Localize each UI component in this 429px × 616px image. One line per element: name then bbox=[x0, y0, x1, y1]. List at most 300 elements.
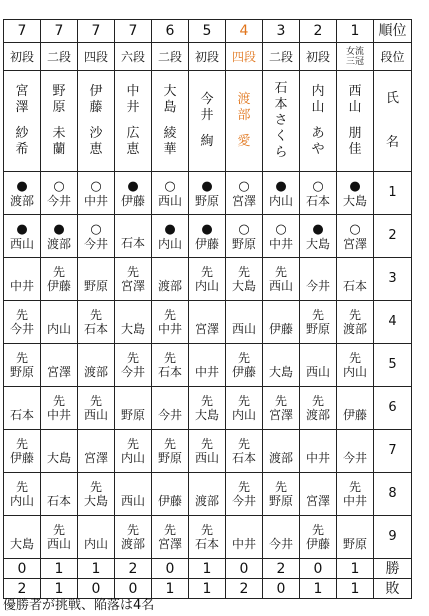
game-cell bbox=[152, 387, 189, 430]
name-vertical bbox=[4, 84, 40, 158]
name-char: 野 bbox=[52, 84, 66, 99]
league-table bbox=[3, 19, 412, 599]
opponent-name: 大島 bbox=[46, 451, 71, 465]
game-cell bbox=[4, 301, 41, 344]
game-cell bbox=[263, 430, 300, 473]
rank-cell: 7 bbox=[41, 20, 78, 43]
rank-cell: 7 bbox=[115, 20, 152, 43]
game-cell bbox=[78, 387, 115, 430]
win-mark: ○ bbox=[275, 221, 287, 237]
opponent-name: 大島 bbox=[9, 537, 34, 551]
opponent-name: 伊藤 bbox=[342, 408, 367, 422]
loss-mark: ● bbox=[16, 178, 28, 194]
game-cell bbox=[4, 172, 41, 215]
dan-cell: 四段 bbox=[226, 43, 263, 71]
player-name bbox=[300, 71, 337, 172]
game-cell bbox=[226, 387, 263, 430]
opponent-name: 渡部 bbox=[194, 494, 219, 508]
opponent-name: 渡部 bbox=[268, 451, 293, 465]
game-cell bbox=[152, 215, 189, 258]
dan-cell: 二段 bbox=[263, 43, 300, 71]
name-vertical bbox=[78, 84, 114, 158]
name-char: 今 bbox=[200, 92, 214, 107]
name-vertical bbox=[226, 92, 262, 150]
first-move-mark: 先 bbox=[200, 523, 213, 537]
game-cell bbox=[189, 387, 226, 430]
game-cell bbox=[152, 430, 189, 473]
game-cell bbox=[337, 473, 374, 516]
name-char: 西 bbox=[348, 84, 362, 99]
game-cell bbox=[263, 387, 300, 430]
win-mark: ○ bbox=[238, 221, 250, 237]
opponent-name: 伊藤 bbox=[120, 193, 145, 208]
dan-cell bbox=[337, 43, 374, 71]
name-char: 山 bbox=[311, 100, 325, 115]
first-move-mark: 先 bbox=[15, 308, 28, 322]
first-move-mark: 先 bbox=[163, 437, 176, 451]
name-char: 沙 bbox=[89, 126, 103, 141]
opponent-name: 石本 bbox=[46, 494, 71, 508]
name-char: 石 bbox=[274, 81, 288, 96]
opponent-name: 西山 bbox=[157, 193, 182, 208]
game-cell bbox=[115, 215, 152, 258]
opponent-name: 内山 bbox=[83, 537, 108, 551]
opponent-name: 野原 bbox=[157, 451, 182, 465]
game-cell bbox=[300, 516, 337, 559]
first-move-mark: 先 bbox=[15, 480, 28, 494]
game-cell bbox=[226, 172, 263, 215]
opponent-name: 西山 bbox=[9, 236, 34, 251]
name-char: 部 bbox=[237, 108, 251, 123]
game-cell bbox=[152, 473, 189, 516]
game-cell bbox=[300, 301, 337, 344]
dan-cell: 二段 bbox=[41, 43, 78, 71]
game-cell bbox=[300, 172, 337, 215]
game-cell bbox=[189, 301, 226, 344]
round-label: 3 bbox=[374, 258, 412, 301]
opponent-name: 大島 bbox=[83, 494, 108, 508]
name-char: 島 bbox=[163, 100, 177, 115]
wins-cell: 0 bbox=[226, 559, 263, 579]
win-mark: ○ bbox=[349, 221, 361, 237]
losses-cell: 1 bbox=[337, 579, 374, 599]
name-char: 中 bbox=[126, 84, 140, 99]
wins-cell: 1 bbox=[78, 559, 115, 579]
rank-cell: 3 bbox=[263, 20, 300, 43]
first-move-mark: 先 bbox=[237, 351, 250, 365]
name-char: 宮 bbox=[15, 84, 29, 99]
opponent-name: 内山 bbox=[342, 365, 367, 379]
game-cell bbox=[78, 258, 115, 301]
game-cell bbox=[337, 301, 374, 344]
game-cell bbox=[337, 215, 374, 258]
first-move-mark: 先 bbox=[237, 437, 250, 451]
first-move-mark: 先 bbox=[237, 394, 250, 408]
dan-bottom: 三冠 bbox=[345, 56, 364, 67]
losses-cell: 2 bbox=[226, 579, 263, 599]
wins-label: 勝 bbox=[374, 559, 412, 579]
loss-mark: ● bbox=[275, 178, 287, 194]
opponent-name: 中井 bbox=[268, 236, 293, 251]
game-cell bbox=[152, 258, 189, 301]
game-cell bbox=[4, 344, 41, 387]
opponent-name: 中井 bbox=[9, 279, 34, 293]
game-cell bbox=[4, 215, 41, 258]
game-cell bbox=[226, 473, 263, 516]
win-mark: ○ bbox=[90, 221, 102, 237]
game-cell bbox=[41, 516, 78, 559]
opponent-name: 内山 bbox=[231, 408, 256, 422]
losses-cell: 1 bbox=[189, 579, 226, 599]
first-move-mark: 先 bbox=[311, 523, 324, 537]
losses-cell: 2 bbox=[4, 579, 41, 599]
game-cell bbox=[78, 172, 115, 215]
opponent-name: 西山 bbox=[83, 408, 108, 422]
opponent-name: 伊藤 bbox=[194, 236, 219, 251]
rank-cell: 7 bbox=[78, 20, 115, 43]
game-cell bbox=[337, 387, 374, 430]
name-char: さ bbox=[274, 113, 288, 128]
losses-cell: 0 bbox=[78, 579, 115, 599]
round-label: 1 bbox=[374, 172, 412, 215]
opponent-name: 渡部 bbox=[157, 279, 182, 293]
name-char: 希 bbox=[15, 142, 29, 157]
game-cell bbox=[226, 344, 263, 387]
player-name bbox=[41, 71, 78, 172]
name-char: 広 bbox=[126, 126, 140, 141]
first-move-mark: 先 bbox=[163, 308, 176, 322]
opponent-name: 内山 bbox=[120, 451, 145, 465]
rank-cell: 4 bbox=[226, 20, 263, 43]
name-char: 愛 bbox=[237, 134, 251, 149]
rank-cell: 2 bbox=[300, 20, 337, 43]
opponent-name: 今井 bbox=[231, 494, 256, 508]
win-mark: ○ bbox=[90, 178, 102, 194]
wins-cell: 2 bbox=[263, 559, 300, 579]
first-move-mark: 先 bbox=[89, 480, 102, 494]
opponent-name: 内山 bbox=[268, 193, 293, 208]
opponent-name: 渡部 bbox=[83, 365, 108, 379]
game-cell bbox=[226, 516, 263, 559]
game-cell bbox=[78, 301, 115, 344]
opponent-name: 今井 bbox=[46, 193, 71, 208]
game-cell bbox=[4, 473, 41, 516]
game-cell bbox=[263, 344, 300, 387]
wins-cell: 1 bbox=[189, 559, 226, 579]
game-cell bbox=[115, 258, 152, 301]
game-cell bbox=[263, 172, 300, 215]
opponent-name: 今井 bbox=[9, 322, 34, 336]
rank-cell: 1 bbox=[337, 20, 374, 43]
opponent-name: 野原 bbox=[83, 279, 108, 293]
game-cell bbox=[189, 344, 226, 387]
player-name bbox=[115, 71, 152, 172]
game-cell bbox=[189, 172, 226, 215]
loss-mark: ● bbox=[53, 221, 65, 237]
first-move-mark: 先 bbox=[52, 394, 65, 408]
game-cell bbox=[337, 172, 374, 215]
game-cell bbox=[4, 387, 41, 430]
opponent-name: 中井 bbox=[46, 408, 71, 422]
losses-cell: 1 bbox=[300, 579, 337, 599]
first-move-mark: 先 bbox=[126, 523, 139, 537]
name-char: 藤 bbox=[89, 100, 103, 115]
dan-cell: 初段 bbox=[300, 43, 337, 71]
losses-cell: 1 bbox=[152, 579, 189, 599]
name-char: 絢 bbox=[200, 134, 214, 149]
opponent-name: 伊藤 bbox=[305, 537, 330, 551]
player-name bbox=[226, 71, 263, 172]
loss-mark: ● bbox=[349, 178, 361, 194]
name-char: 蘭 bbox=[52, 142, 66, 157]
game-cell bbox=[78, 516, 115, 559]
loss-mark: ● bbox=[164, 221, 176, 237]
opponent-name: 石本 bbox=[83, 322, 108, 336]
game-cell bbox=[4, 258, 41, 301]
game-cell bbox=[115, 430, 152, 473]
name-label-top: 氏 bbox=[385, 91, 399, 106]
game-cell bbox=[189, 473, 226, 516]
losses-label: 敗 bbox=[374, 579, 412, 599]
first-move-mark: 先 bbox=[274, 265, 287, 279]
first-move-mark: 先 bbox=[126, 351, 139, 365]
game-cell bbox=[189, 215, 226, 258]
opponent-name: 西山 bbox=[268, 279, 293, 293]
opponent-name: 渡部 bbox=[46, 236, 71, 251]
opponent-name: 渡部 bbox=[120, 537, 145, 551]
round-label: 6 bbox=[374, 387, 412, 430]
opponent-name: 宮澤 bbox=[342, 236, 367, 251]
opponent-name: 内山 bbox=[157, 236, 182, 251]
first-move-mark: 先 bbox=[200, 437, 213, 451]
opponent-name: 中井 bbox=[194, 365, 219, 379]
opponent-name: 宮澤 bbox=[157, 537, 182, 551]
opponent-name: 大島 bbox=[268, 365, 293, 379]
name-char: 井 bbox=[200, 108, 214, 123]
opponent-name: 西山 bbox=[194, 451, 219, 465]
game-cell bbox=[226, 215, 263, 258]
name-vertical bbox=[263, 81, 299, 161]
game-cell bbox=[263, 473, 300, 516]
opponent-name: 野原 bbox=[268, 494, 293, 508]
opponent-name: 石本 bbox=[157, 365, 182, 379]
game-cell bbox=[337, 430, 374, 473]
win-mark: ○ bbox=[312, 178, 324, 194]
first-move-mark: 先 bbox=[237, 480, 250, 494]
game-cell bbox=[41, 387, 78, 430]
game-cell bbox=[41, 430, 78, 473]
round-label: 5 bbox=[374, 344, 412, 387]
first-move-mark: 先 bbox=[200, 394, 213, 408]
opponent-name: 宮澤 bbox=[120, 279, 145, 293]
opponent-name: 内山 bbox=[9, 494, 34, 508]
name-vertical bbox=[189, 92, 225, 150]
opponent-name: 西山 bbox=[305, 365, 330, 379]
opponent-name: 中井 bbox=[305, 451, 330, 465]
game-cell bbox=[78, 344, 115, 387]
opponent-name: 石本 bbox=[231, 451, 256, 465]
opponent-name: 伊藤 bbox=[46, 279, 71, 293]
game-cell bbox=[300, 344, 337, 387]
opponent-name: 石本 bbox=[342, 279, 367, 293]
game-cell bbox=[337, 258, 374, 301]
opponent-name: 中井 bbox=[231, 537, 256, 551]
opponent-name: 大島 bbox=[342, 193, 367, 208]
dan-cell: 四段 bbox=[78, 43, 115, 71]
player-name bbox=[189, 71, 226, 172]
opponent-name: 今井 bbox=[83, 236, 108, 251]
rank-cell: 7 bbox=[4, 20, 41, 43]
game-cell bbox=[226, 430, 263, 473]
name-char: 原 bbox=[52, 100, 66, 115]
game-cell bbox=[152, 301, 189, 344]
opponent-name: 中井 bbox=[342, 494, 367, 508]
player-name bbox=[78, 71, 115, 172]
opponent-name: 宮澤 bbox=[83, 451, 108, 465]
game-cell bbox=[337, 344, 374, 387]
name-char: あ bbox=[311, 126, 325, 141]
dan-cell: 六段 bbox=[115, 43, 152, 71]
opponent-name: 野原 bbox=[194, 193, 219, 208]
name-vertical bbox=[152, 84, 188, 158]
game-cell bbox=[300, 430, 337, 473]
opponent-name: 野原 bbox=[9, 365, 34, 379]
game-cell bbox=[263, 215, 300, 258]
game-cell bbox=[300, 258, 337, 301]
game-cell bbox=[189, 516, 226, 559]
opponent-name: 渡部 bbox=[342, 322, 367, 336]
first-move-mark: 先 bbox=[200, 265, 213, 279]
first-move-mark: 先 bbox=[126, 437, 139, 451]
opponent-name: 伊藤 bbox=[9, 451, 34, 465]
player-name bbox=[152, 71, 189, 172]
first-move-mark: 先 bbox=[348, 480, 361, 494]
opponent-name: 渡部 bbox=[305, 408, 330, 422]
opponent-name: 野原 bbox=[342, 537, 367, 551]
game-cell bbox=[115, 516, 152, 559]
dan-label: 段位 bbox=[374, 43, 412, 71]
first-move-mark: 先 bbox=[311, 308, 324, 322]
opponent-name: 野原 bbox=[120, 408, 145, 422]
player-name bbox=[263, 71, 300, 172]
name-char: 澤 bbox=[15, 100, 29, 115]
first-move-mark: 先 bbox=[348, 308, 361, 322]
opponent-name: 石本 bbox=[194, 537, 219, 551]
game-cell bbox=[226, 301, 263, 344]
game-cell bbox=[115, 301, 152, 344]
name-vertical bbox=[300, 84, 336, 158]
opponent-name: 西山 bbox=[231, 322, 256, 336]
name-char: 内 bbox=[311, 84, 325, 99]
game-cell bbox=[41, 344, 78, 387]
name-char: 朋 bbox=[348, 126, 362, 141]
name-char: 伊 bbox=[89, 84, 103, 99]
opponent-name: 今井 bbox=[157, 408, 182, 422]
wins-cell: 1 bbox=[337, 559, 374, 579]
game-cell bbox=[41, 172, 78, 215]
name-char: 未 bbox=[52, 126, 66, 141]
game-cell bbox=[41, 215, 78, 258]
game-cell bbox=[152, 516, 189, 559]
game-cell bbox=[115, 344, 152, 387]
first-move-mark: 先 bbox=[163, 351, 176, 365]
name-vertical bbox=[337, 84, 373, 158]
opponent-name: 西山 bbox=[46, 537, 71, 551]
name-label-bottom: 名 bbox=[385, 135, 399, 150]
player-name bbox=[337, 71, 374, 172]
wins-cell: 1 bbox=[41, 559, 78, 579]
game-cell bbox=[78, 473, 115, 516]
game-cell bbox=[4, 430, 41, 473]
first-move-mark: 先 bbox=[348, 351, 361, 365]
opponent-name: 宮澤 bbox=[305, 494, 330, 508]
first-move-mark: 先 bbox=[15, 351, 28, 365]
opponent-name: 中井 bbox=[157, 322, 182, 336]
opponent-name: 内山 bbox=[46, 322, 71, 336]
loss-mark: ● bbox=[201, 221, 213, 237]
rank-cell: 6 bbox=[152, 20, 189, 43]
name-char: く bbox=[274, 129, 288, 144]
round-label: 4 bbox=[374, 301, 412, 344]
opponent-name: 石本 bbox=[9, 408, 34, 422]
game-cell bbox=[300, 215, 337, 258]
opponent-name: 今井 bbox=[305, 279, 330, 293]
opponent-name: 石本 bbox=[305, 193, 330, 208]
round-label: 9 bbox=[374, 516, 412, 559]
game-cell bbox=[226, 258, 263, 301]
name-char: 綾 bbox=[163, 126, 177, 141]
opponent-name: 宮澤 bbox=[46, 365, 71, 379]
name-char: 恵 bbox=[126, 142, 140, 157]
opponent-name: 宮澤 bbox=[231, 193, 256, 208]
game-cell bbox=[263, 301, 300, 344]
name-vertical bbox=[115, 84, 151, 158]
first-move-mark: 先 bbox=[52, 265, 65, 279]
first-move-mark: 先 bbox=[52, 523, 65, 537]
game-cell bbox=[300, 473, 337, 516]
dan-cell: 初段 bbox=[4, 43, 41, 71]
loss-mark: ● bbox=[201, 178, 213, 194]
opponent-name: 宮澤 bbox=[194, 322, 219, 336]
first-move-mark: 先 bbox=[237, 265, 250, 279]
game-cell bbox=[115, 387, 152, 430]
game-cell bbox=[263, 258, 300, 301]
game-cell bbox=[189, 258, 226, 301]
losses-cell: 1 bbox=[41, 579, 78, 599]
name-char: や bbox=[311, 142, 325, 157]
wins-cell: 0 bbox=[152, 559, 189, 579]
game-cell bbox=[78, 430, 115, 473]
opponent-name: 内山 bbox=[194, 279, 219, 293]
game-cell bbox=[189, 430, 226, 473]
name-char: 渡 bbox=[237, 92, 251, 107]
first-move-mark: 先 bbox=[89, 394, 102, 408]
name-char: 山 bbox=[348, 100, 362, 115]
first-move-mark: 先 bbox=[274, 480, 287, 494]
dan-top: 女流 bbox=[345, 46, 364, 57]
losses-cell: 0 bbox=[263, 579, 300, 599]
first-move-mark: 先 bbox=[163, 523, 176, 537]
game-cell bbox=[78, 215, 115, 258]
opponent-name: 伊藤 bbox=[231, 365, 256, 379]
opponent-name: 伊藤 bbox=[157, 494, 182, 508]
opponent-name: 渡部 bbox=[9, 193, 34, 208]
game-cell bbox=[115, 473, 152, 516]
name-char: 紗 bbox=[15, 126, 29, 141]
opponent-name: 今井 bbox=[342, 451, 367, 465]
game-cell bbox=[152, 344, 189, 387]
opponent-name: 大島 bbox=[231, 279, 256, 293]
